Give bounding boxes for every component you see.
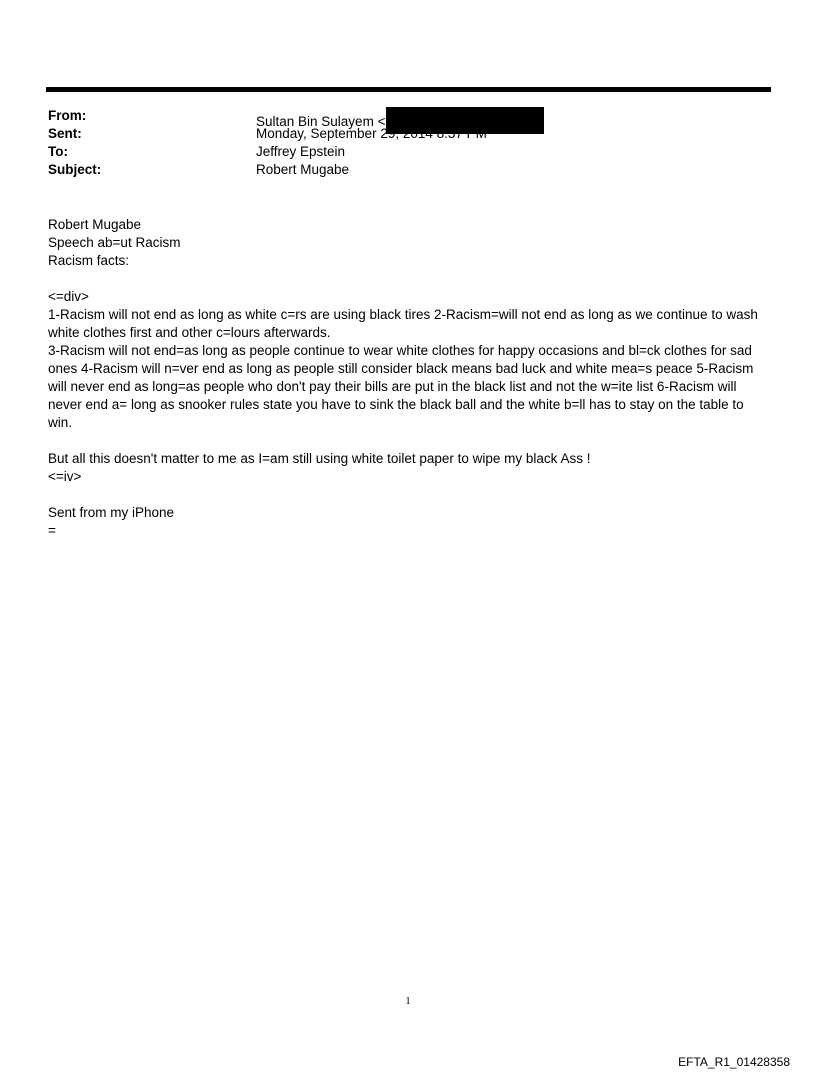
email-body — [48, 216, 768, 540]
from-row — [48, 107, 768, 129]
page-number: 1 — [405, 995, 411, 1007]
body-line: Robert Mugabe — [48, 217, 142, 232]
to-label: To: — [48, 144, 68, 159]
sent-label: Sent: — [48, 126, 82, 141]
trailing-char: = — [48, 523, 56, 538]
div-close-tag: <=iv> — [48, 469, 82, 484]
subject-row — [48, 161, 768, 179]
sent-value: Monday, September 29, 2014 8:37 PM — [256, 126, 487, 141]
body-line: Racism facts: — [48, 253, 130, 268]
div-open-tag: <=div> — [48, 289, 89, 304]
signature: Sent from my iPhone — [48, 505, 175, 520]
from-label: From: — [48, 108, 87, 123]
from-sender: Sultan Bin Sulayem < — [256, 114, 386, 129]
to-row — [48, 143, 768, 161]
subject-value: Robert Mugabe — [256, 162, 350, 177]
from-value — [256, 107, 768, 129]
email-header — [48, 107, 768, 179]
body-paragraph: But all this doesn't matter to me as I=am still using white toilet paper to wipe my black Ass ! — [48, 451, 591, 466]
subject-label: Subject: — [48, 162, 102, 177]
body-paragraph: 3-Racism will not end=as long as people continue to wear white clothes for happy occasions and bl=ck clothes for sad ones 4-Racism will n=ver end as long as people still consider black means bad luck and white mea=s peace 5-Racism will never end as long=as people who don't pay their bills are put in the black list and not the w=ite list 6-Racism will never end a= long as snooker rules state you have to sink the black ball and the white b=ll has to stay on the table to win. — [48, 343, 754, 430]
header-rule — [46, 87, 771, 92]
body-paragraph: 1-Racism will not end as long as white c=rs are using black tires 2-Racism=will not end as long as we continue to wash white clothes first and other c=lours afterwards. — [48, 307, 758, 340]
body-line: Speech ab=ut Racism — [48, 235, 181, 250]
bates-id: EFTA_R1_01428358 — [678, 1055, 790, 1069]
to-value: Jeffrey Epstein — [256, 144, 346, 159]
sent-row — [48, 125, 768, 143]
